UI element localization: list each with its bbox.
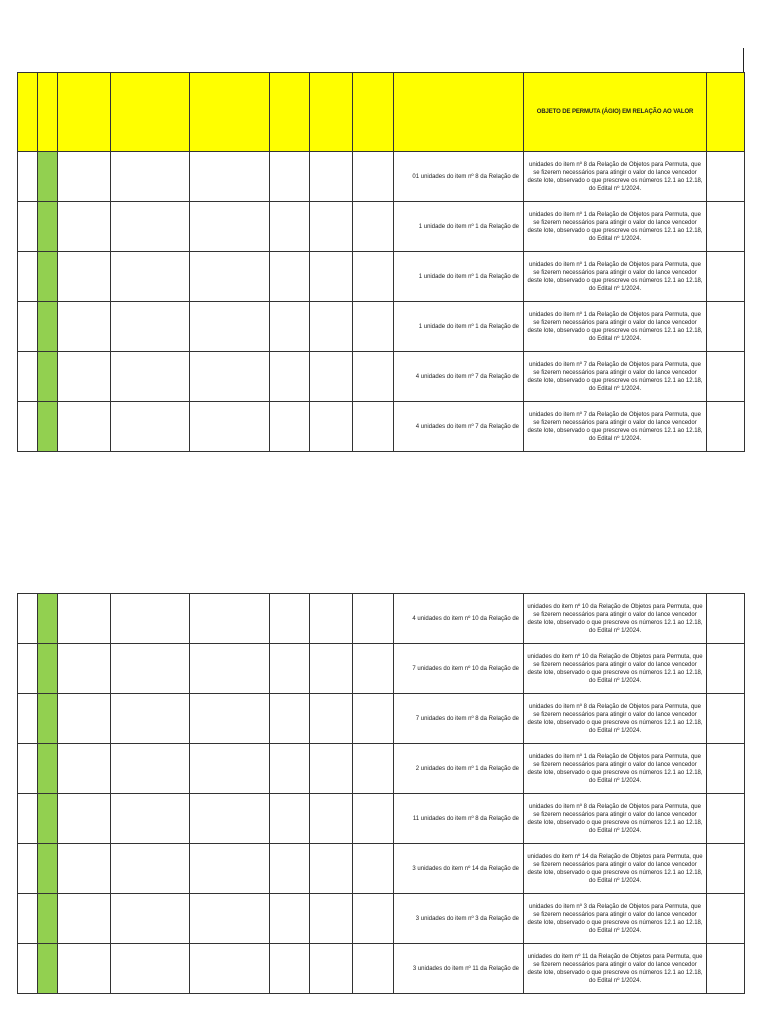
table-row (18, 352, 745, 402)
empty-cell (353, 352, 394, 402)
empty-cell (58, 252, 111, 302)
table-row (18, 644, 745, 694)
empty-cell (18, 644, 38, 694)
empty-cell (707, 252, 745, 302)
empty-cell (190, 402, 270, 452)
empty-cell (707, 152, 745, 202)
empty-cell (707, 594, 745, 644)
objeto-description-cell: unidades do item nº 8 da Relação de Objetos para Permuta, que se fizerem necessários para atingir o valor do lance vencedor deste lote, observado o que prescreve os números 12.1 ao 12.18, do Edital nº 1/2024. (524, 794, 707, 844)
empty-cell (58, 744, 111, 794)
empty-cell (707, 202, 745, 252)
empty-cell (707, 302, 745, 352)
empty-cell (310, 252, 353, 302)
table-row (18, 402, 745, 452)
empty-cell (111, 252, 190, 302)
empty-cell (270, 594, 310, 644)
status-cell (38, 252, 58, 302)
empty-cell (310, 794, 353, 844)
table-row (18, 794, 745, 844)
objeto-description-cell: unidades do item nº 8 da Relação de Objetos para Permuta, que se fizerem necessários para atingir o valor do lance vencedor deste lote, observado o que prescreve os números 12.1 ao 12.18, do Edital nº 1/2024. (524, 152, 707, 202)
objeto-description-cell: unidades do item nº 14 da Relação de Objetos para Permuta, que se fizerem necessários para atingir o valor do lance vencedor deste lote, observado o que prescreve os números 12.1 ao 12.18, do Edital nº 1/2024. (524, 844, 707, 894)
permuta-table-top (17, 72, 744, 452)
empty-cell (270, 644, 310, 694)
objeto-description-cell: unidades do item nº 10 da Relação de Objetos para Permuta, que se fizerem necessários para atingir o valor do lance vencedor deste lote, observado o que prescreve os números 12.1 ao 12.18, do Edital nº 1/2024. (524, 644, 707, 694)
empty-cell (270, 352, 310, 402)
empty-cell (353, 302, 394, 352)
table-row (18, 202, 745, 252)
empty-cell (190, 352, 270, 402)
empty-cell (707, 894, 745, 944)
empty-cell (111, 644, 190, 694)
empty-cell (18, 202, 38, 252)
header-row (18, 73, 745, 152)
empty-cell (270, 944, 310, 994)
header-cell (38, 73, 58, 152)
item-quantity-cell: 4 unidades do item nº 10 da Relação de (394, 594, 524, 644)
empty-cell (270, 894, 310, 944)
status-cell (38, 302, 58, 352)
empty-cell (353, 594, 394, 644)
empty-cell (310, 644, 353, 694)
empty-cell (310, 844, 353, 894)
item-quantity-cell: 1 unidade do item nº 1 da Relação de (394, 302, 524, 352)
empty-cell (270, 744, 310, 794)
empty-cell (353, 844, 394, 894)
table-row (18, 944, 745, 994)
objeto-description-cell: unidades do item nº 1 da Relação de Objetos para Permuta, que se fizerem necessários para atingir o valor do lance vencedor deste lote, observado o que prescreve os números 12.1 ao 12.18, do Edital nº 1/2024. (524, 302, 707, 352)
empty-cell (190, 594, 270, 644)
empty-cell (190, 944, 270, 994)
empty-cell (353, 152, 394, 202)
empty-cell (190, 302, 270, 352)
empty-cell (58, 794, 111, 844)
objeto-description-cell: unidades do item nº 3 da Relação de Objetos para Permuta, que se fizerem necessários para atingir o valor do lance vencedor deste lote, observado o que prescreve os números 12.1 ao 12.18, do Edital nº 1/2024. (524, 894, 707, 944)
empty-cell (58, 944, 111, 994)
table-row (18, 844, 745, 894)
empty-cell (707, 644, 745, 694)
empty-cell (353, 744, 394, 794)
table-row (18, 594, 745, 644)
empty-cell (58, 894, 111, 944)
item-quantity-cell: 01 unidades do item nº 8 da Relação de (394, 152, 524, 202)
header-cell (190, 73, 270, 152)
empty-cell (310, 744, 353, 794)
empty-cell (18, 152, 38, 202)
empty-cell (58, 152, 111, 202)
empty-cell (111, 402, 190, 452)
empty-cell (310, 152, 353, 202)
item-quantity-cell: 7 unidades do item nº 10 da Relação de (394, 644, 524, 694)
empty-cell (18, 744, 38, 794)
empty-cell (111, 844, 190, 894)
item-quantity-cell: 11 unidades do item nº 8 da Relação de (394, 794, 524, 844)
empty-cell (190, 152, 270, 202)
empty-cell (353, 944, 394, 994)
empty-cell (707, 352, 745, 402)
empty-cell (111, 352, 190, 402)
item-quantity-cell: 3 unidades do item nº 11 da Relação de (394, 944, 524, 994)
header-cell (310, 73, 353, 152)
empty-cell (18, 302, 38, 352)
objeto-description-cell: unidades do item nº 8 da Relação de Objetos para Permuta, que se fizerem necessários para atingir o valor do lance vencedor deste lote, observado o que prescreve os números 12.1 ao 12.18, do Edital nº 1/2024. (524, 694, 707, 744)
empty-cell (310, 302, 353, 352)
empty-cell (18, 944, 38, 994)
table-row (18, 302, 745, 352)
empty-cell (58, 844, 111, 894)
empty-cell (58, 694, 111, 744)
empty-cell (58, 402, 111, 452)
empty-cell (707, 744, 745, 794)
item-quantity-cell: 4 unidades do item nº 7 da Relação de (394, 402, 524, 452)
empty-cell (270, 202, 310, 252)
empty-cell (353, 644, 394, 694)
item-quantity-cell: 3 unidades do item nº 14 da Relação de (394, 844, 524, 894)
page-edge-line (743, 48, 744, 72)
status-cell (38, 352, 58, 402)
empty-cell (111, 794, 190, 844)
objeto-description-cell: unidades do item nº 7 da Relação de Objetos para Permuta, que se fizerem necessários para atingir o valor do lance vencedor deste lote, observado o que prescreve os números 12.1 ao 12.18, do Edital nº 1/2024. (524, 352, 707, 402)
empty-cell (111, 694, 190, 744)
empty-cell (310, 594, 353, 644)
header-cell (353, 73, 394, 152)
empty-cell (190, 894, 270, 944)
item-quantity-cell: 2 unidades do item nº 1 da Relação de (394, 744, 524, 794)
empty-cell (310, 944, 353, 994)
objeto-description-cell: unidades do item nº 1 da Relação de Objetos para Permuta, que se fizerem necessários para atingir o valor do lance vencedor deste lote, observado o que prescreve os números 12.1 ao 12.18, do Edital nº 1/2024. (524, 744, 707, 794)
header-cell (18, 73, 38, 152)
empty-cell (270, 152, 310, 202)
header-cell (270, 73, 310, 152)
empty-cell (353, 252, 394, 302)
status-cell (38, 894, 58, 944)
status-cell (38, 202, 58, 252)
empty-cell (310, 694, 353, 744)
item-quantity-cell: 1 unidade do item nº 1 da Relação de (394, 202, 524, 252)
status-cell (38, 694, 58, 744)
table-row (18, 694, 745, 744)
empty-cell (111, 944, 190, 994)
status-cell (38, 594, 58, 644)
objeto-description-cell: unidades do item nº 7 da Relação de Objetos para Permuta, que se fizerem necessários para atingir o valor do lance vencedor deste lote, observado o que prescreve os números 12.1 ao 12.18, do Edital nº 1/2024. (524, 402, 707, 452)
status-cell (38, 844, 58, 894)
status-cell (38, 794, 58, 844)
permuta-table-bottom (17, 593, 744, 994)
empty-cell (111, 744, 190, 794)
empty-cell (190, 694, 270, 744)
table-row (18, 894, 745, 944)
empty-cell (18, 844, 38, 894)
empty-cell (707, 402, 745, 452)
header-cell (394, 73, 524, 152)
empty-cell (310, 352, 353, 402)
empty-cell (18, 352, 38, 402)
header-cell (58, 73, 111, 152)
item-quantity-cell: 4 unidades do item nº 7 da Relação de (394, 352, 524, 402)
empty-cell (18, 594, 38, 644)
table-row (18, 252, 745, 302)
empty-cell (353, 694, 394, 744)
empty-cell (190, 644, 270, 694)
empty-cell (707, 944, 745, 994)
status-cell (38, 644, 58, 694)
empty-cell (190, 252, 270, 302)
empty-cell (310, 202, 353, 252)
empty-cell (190, 744, 270, 794)
empty-cell (111, 302, 190, 352)
empty-cell (353, 202, 394, 252)
objeto-description-cell: unidades do item nº 1 da Relação de Objetos para Permuta, que se fizerem necessários para atingir o valor do lance vencedor deste lote, observado o que prescreve os números 12.1 ao 12.18, do Edital nº 1/2024. (524, 202, 707, 252)
empty-cell (270, 302, 310, 352)
empty-cell (190, 794, 270, 844)
empty-cell (58, 352, 111, 402)
header-cell (111, 73, 190, 152)
empty-cell (18, 252, 38, 302)
empty-cell (353, 794, 394, 844)
empty-cell (270, 844, 310, 894)
empty-cell (18, 794, 38, 844)
objeto-description-cell: unidades do item nº 1 da Relação de Objetos para Permuta, que se fizerem necessários para atingir o valor do lance vencedor deste lote, observado o que prescreve os números 12.1 ao 12.18, do Edital nº 1/2024. (524, 252, 707, 302)
empty-cell (111, 202, 190, 252)
status-cell (38, 152, 58, 202)
empty-cell (111, 894, 190, 944)
empty-cell (190, 202, 270, 252)
objeto-description-cell: unidades do item nº 11 da Relação de Objetos para Permuta, que se fizerem necessários para atingir o valor do lance vencedor deste lote, observado o que prescreve os números 12.1 ao 12.18, do Edital nº 1/2024. (524, 944, 707, 994)
item-quantity-cell: 3 unidades do item nº 3 da Relação de (394, 894, 524, 944)
table-row (18, 744, 745, 794)
empty-cell (707, 844, 745, 894)
empty-cell (58, 594, 111, 644)
empty-cell (18, 402, 38, 452)
header-cell (707, 73, 745, 152)
empty-cell (270, 402, 310, 452)
empty-cell (18, 694, 38, 744)
empty-cell (353, 402, 394, 452)
status-cell (38, 944, 58, 994)
empty-cell (310, 894, 353, 944)
table-row (18, 152, 745, 202)
objeto-description-cell: unidades do item nº 10 da Relação de Objetos para Permuta, que se fizerem necessários para atingir o valor do lance vencedor deste lote, observado o que prescreve os números 12.1 ao 12.18, do Edital nº 1/2024. (524, 594, 707, 644)
empty-cell (18, 894, 38, 944)
empty-cell (310, 402, 353, 452)
item-quantity-cell: 7 unidades do item nº 8 da Relação de (394, 694, 524, 744)
empty-cell (190, 844, 270, 894)
empty-cell (270, 252, 310, 302)
empty-cell (270, 694, 310, 744)
empty-cell (58, 644, 111, 694)
empty-cell (58, 302, 111, 352)
empty-cell (270, 794, 310, 844)
status-cell (38, 402, 58, 452)
empty-cell (707, 794, 745, 844)
empty-cell (111, 594, 190, 644)
empty-cell (58, 202, 111, 252)
empty-cell (707, 694, 745, 744)
empty-cell (353, 894, 394, 944)
item-quantity-cell: 1 unidade do item nº 1 da Relação de (394, 252, 524, 302)
status-cell (38, 744, 58, 794)
empty-cell (111, 152, 190, 202)
header-objeto-permuta: OBJETO DE PERMUTA (ÁGIO) EM RELAÇÃO AO VALOR (524, 73, 707, 152)
